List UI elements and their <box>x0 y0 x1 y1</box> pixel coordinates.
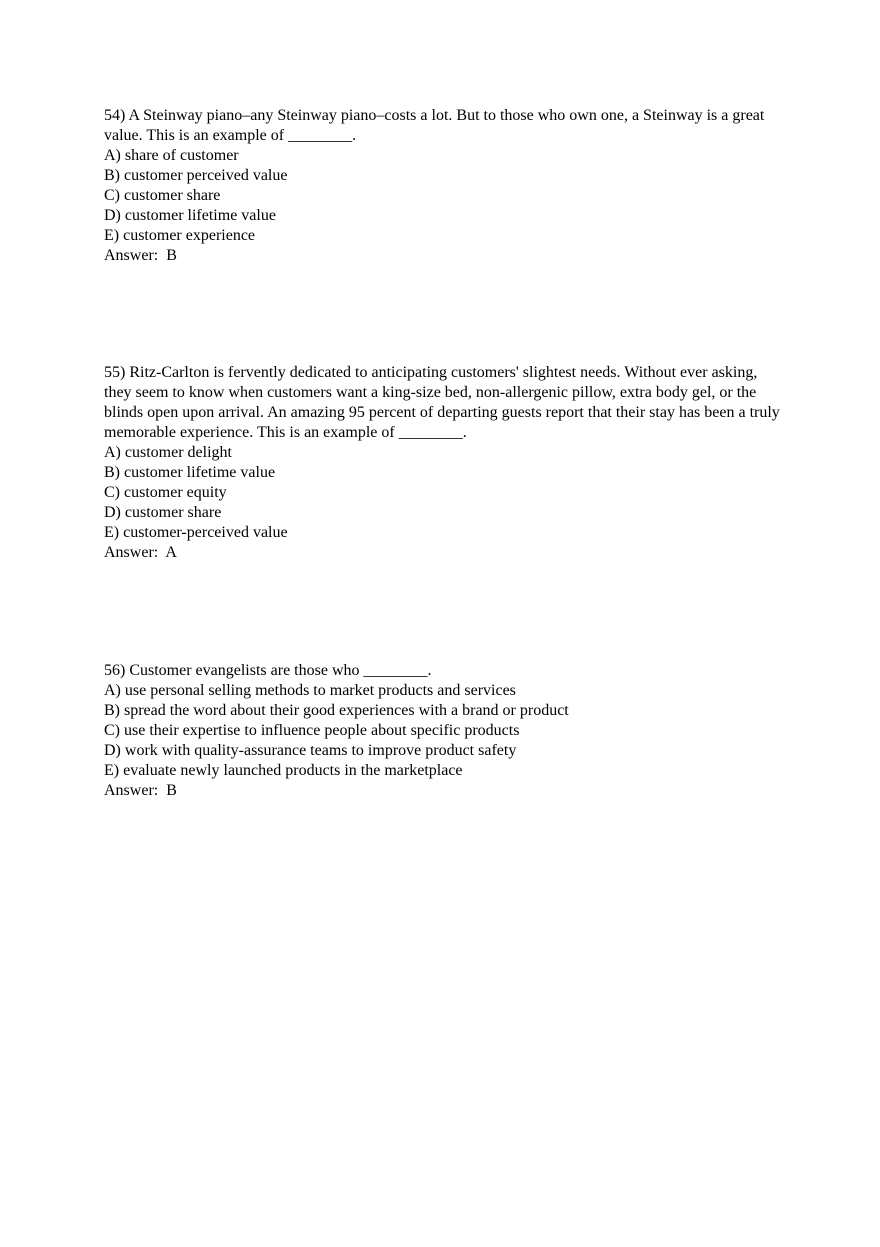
question-54 <box>104 106 784 266</box>
option-b: B) customer lifetime value <box>104 464 276 481</box>
question-stem: 55) Ritz-Carlton is fervently dedicated to anticipating customers' slightest needs. Without ever asking, they seem to know when customers want a king-size bed, non-allergenic pillow, extra body gel, or the blinds open upon arrival. An amazing 95 percent of departing guests report that their stay has been a truly memorable experience. This is an example of ________. <box>104 364 780 441</box>
option-c: C) use their expertise to influence people about specific products <box>104 722 520 739</box>
option-d: D) work with quality-assurance teams to improve product safety <box>104 742 517 759</box>
answer-line: Answer: A <box>104 544 177 561</box>
option-a: A) share of customer <box>104 147 239 164</box>
answer-line: Answer: B <box>104 247 177 264</box>
option-b: B) spread the word about their good experiences with a brand or product <box>104 702 569 719</box>
option-b: B) customer perceived value <box>104 167 288 184</box>
question-55 <box>104 363 784 563</box>
question-stem: 54) A Steinway piano–any Steinway piano–costs a lot. But to those who own one, a Steinway is a great value. This is an example of ________. <box>104 107 765 144</box>
option-d: D) customer share <box>104 504 222 521</box>
option-d: D) customer lifetime value <box>104 207 276 224</box>
question-stem: 56) Customer evangelists are those who ________. <box>104 662 432 679</box>
option-e: E) customer-perceived value <box>104 524 288 541</box>
option-e: E) evaluate newly launched products in the marketplace <box>104 762 463 779</box>
option-a: A) use personal selling methods to market products and services <box>104 682 516 699</box>
answer-line: Answer: B <box>104 782 177 799</box>
question-56 <box>104 661 784 801</box>
option-a: A) customer delight <box>104 444 232 461</box>
option-e: E) customer experience <box>104 227 256 244</box>
option-c: C) customer share <box>104 187 221 204</box>
option-c: C) customer equity <box>104 484 227 501</box>
